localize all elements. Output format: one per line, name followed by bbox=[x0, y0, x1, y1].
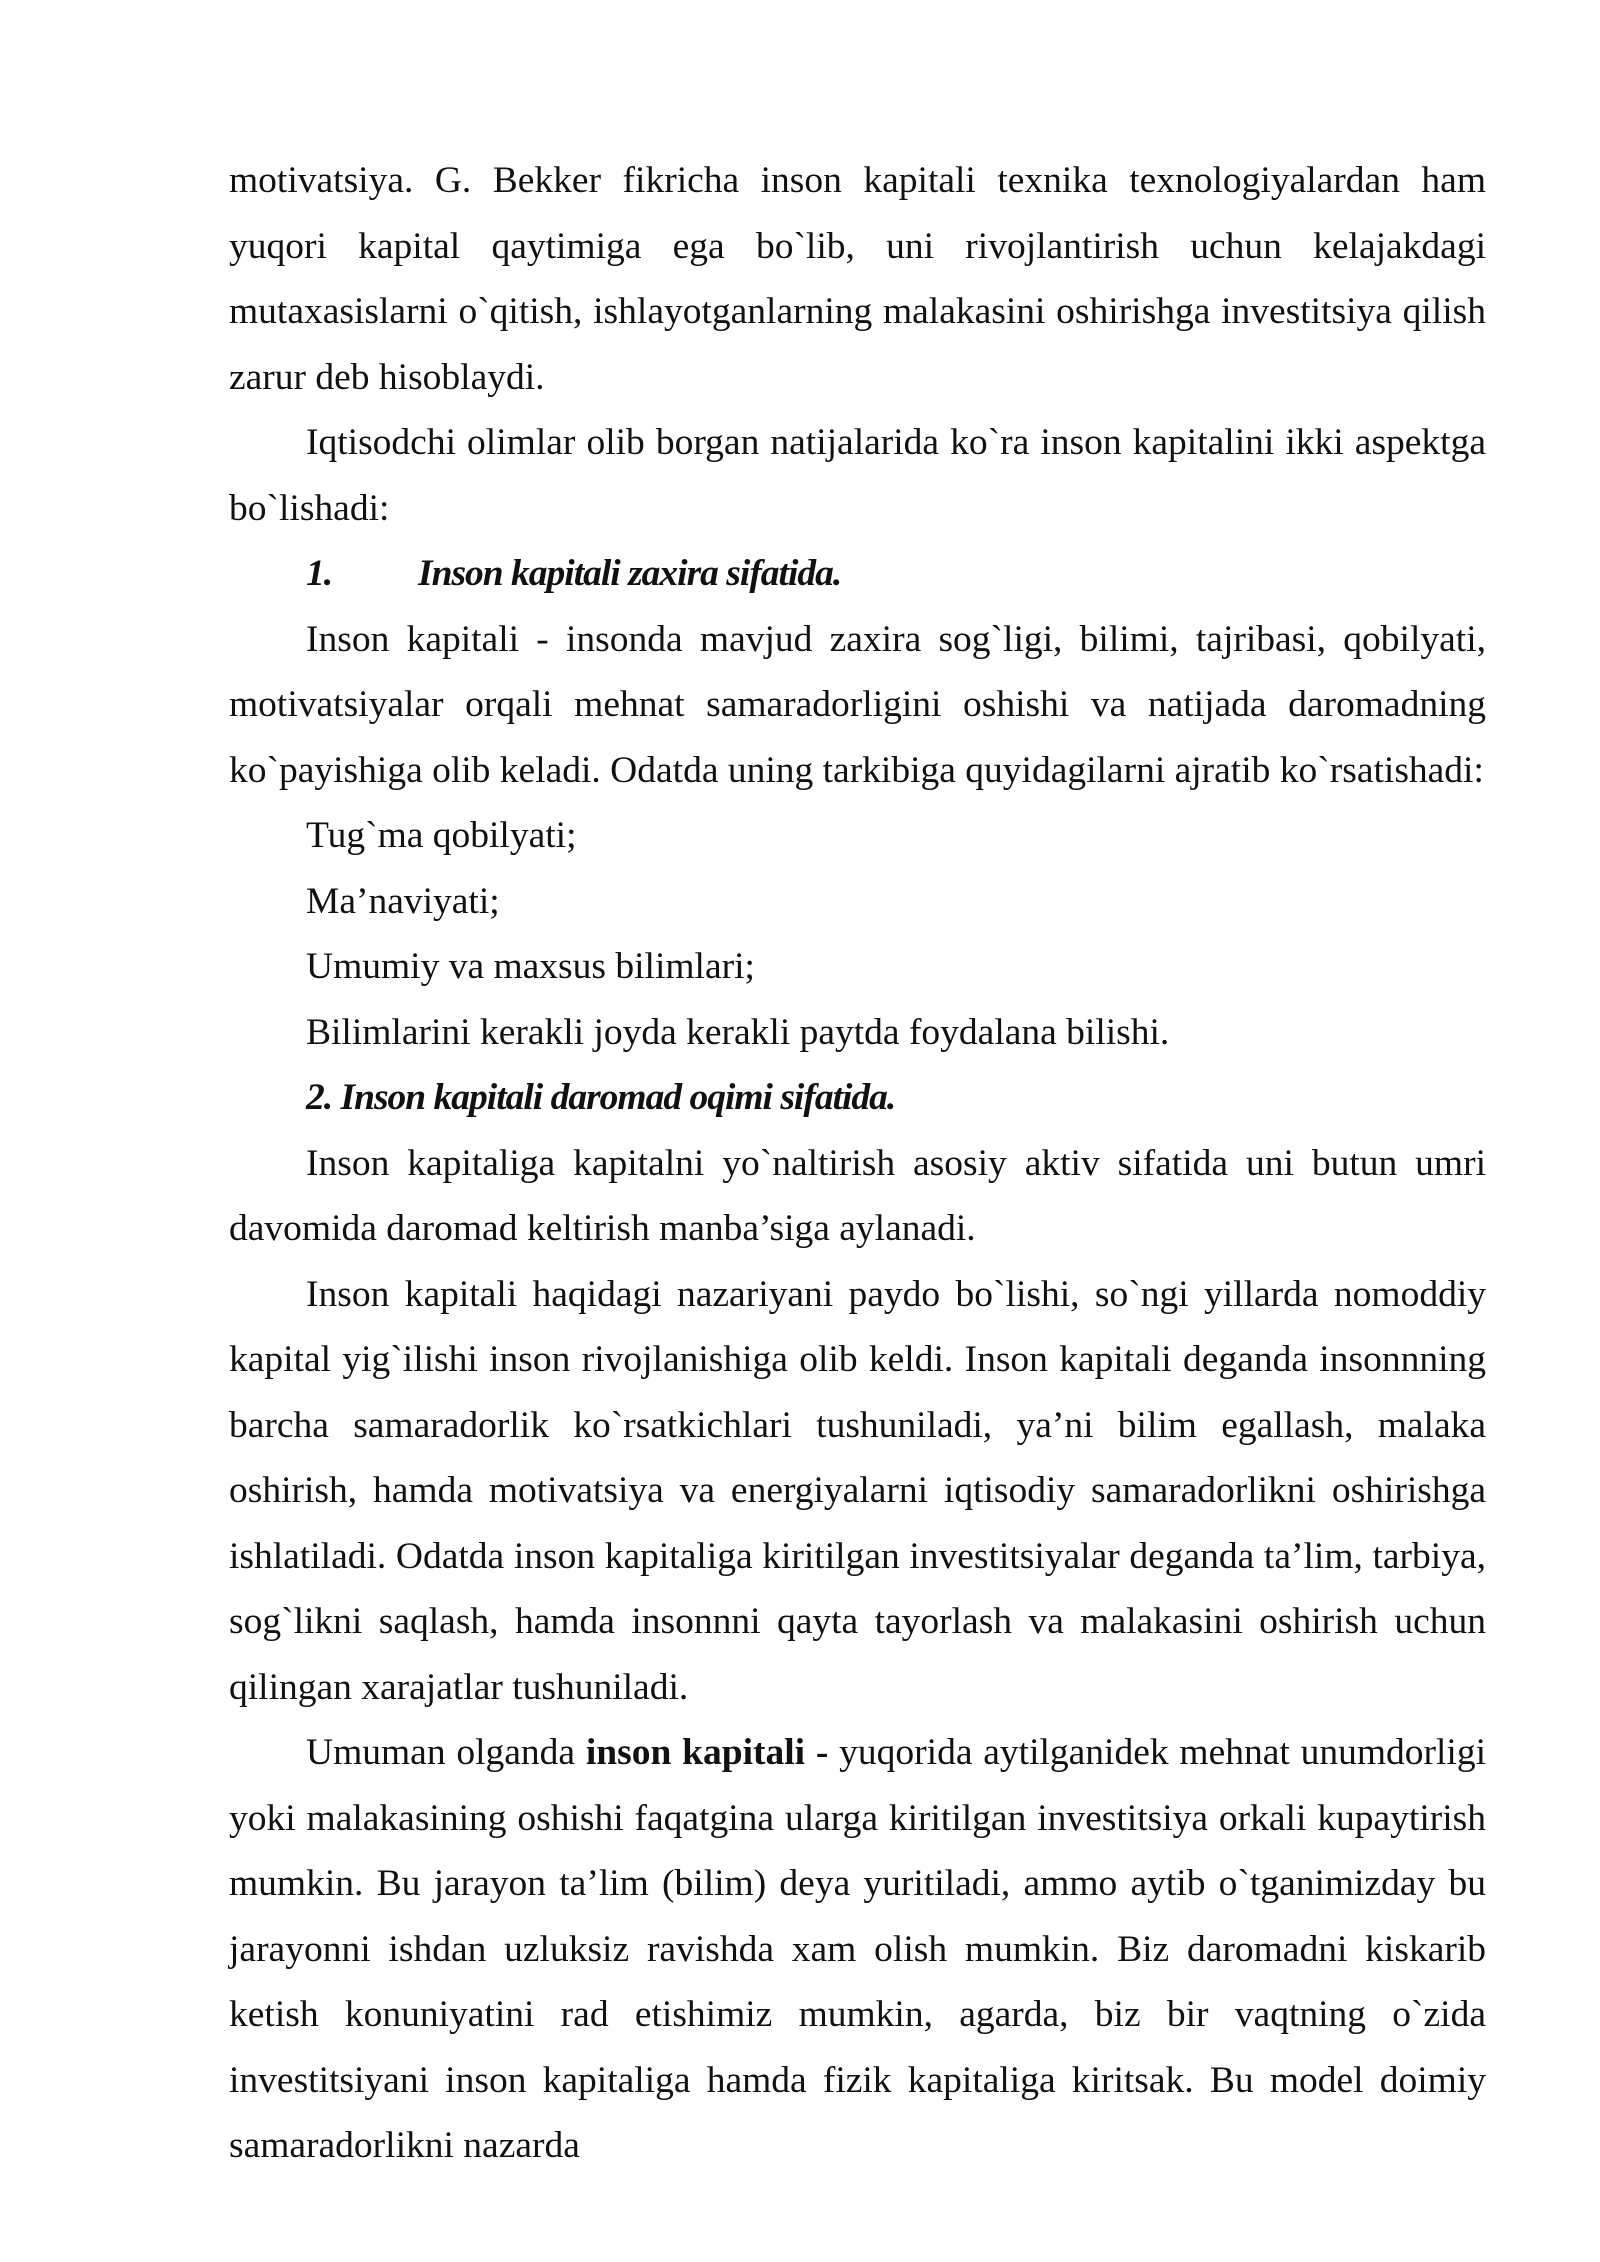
heading-1-number: 1. bbox=[306, 553, 333, 594]
paragraph-6-bold-term: inson kapitali - bbox=[585, 1732, 829, 1773]
document-page bbox=[229, 148, 1486, 2179]
paragraph-2: Iqtisodchi olimlar olib borgan natijalarida ko`ra inson kapitalini ikki aspektga bo`lishadi: bbox=[229, 422, 1486, 529]
heading-1 bbox=[229, 541, 1486, 607]
list-item: Umumiy va maxsus bilimlari; bbox=[306, 946, 755, 987]
paragraph-5: Inson kapitali haqidagi nazariyani paydo bo`lishi, so`ngi yillarda nomoddiy kapital yig`ilishi inson rivojlanishiga olib keldi. Inson kapitali deganda insonnning barcha samaradorlik ko`rsatkichlari tushuniladi, ya’ni bilim egallash, malaka oshirish, hamda motivatsiya va energiyalarni iqtisodiy samaradorlikni oshirishga ishlatiladi. Odatda inson kapitaliga kiritilgan investitsiyalar deganda ta’lim, tarbiya, sog`likni saqlash, hamda insonnni qayta tayorlash va malakasini oshirish uchun qilingan xarajatlar tushuniladi. bbox=[229, 1273, 1486, 1708]
list-item: Tug`ma qobilyati; bbox=[306, 815, 577, 856]
paragraph-1: motivatsiya. G. Bekker fikricha inson kapitali texnika texnologiyalardan ham yuqori kapital qaytimiga ega bo`lib, uni rivojlantirish uchun kelajakdagi mutaxasislarni o`qitish, ishlayotganlarning malakasini oshirishga investitsiya qilish zarur deb hisoblaydi. bbox=[229, 160, 1486, 398]
heading-2: 2. Inson kapitali daromad oqimi sifatida. bbox=[306, 1077, 896, 1118]
paragraph-6 bbox=[229, 1720, 1486, 2179]
paragraph-6-start: Umuman olganda bbox=[306, 1732, 586, 1773]
heading-1-text: Inson kapitali zaxira sifatida. bbox=[418, 553, 842, 594]
paragraph-3: Inson kapitali - insonda mavjud zaxira sog`ligi, bilimi, tajribasi, qobilyati, motivatsiyalar orqali mehnat samaradorligini oshishi va natijada daromadning ko`payishiga olib keladi. Odatda uning tarkibiga quyidagilarni ajratib ko`rsatishadi: bbox=[229, 618, 1486, 791]
list-item: Bilimlarini kerakli joyda kerakli paytda foydalana bilishi. bbox=[306, 1011, 1170, 1053]
paragraph-6-rest: yuqorida aytilganidek mehnat unumdorligi yoki malakasining oshishi faqatgina ularga kiritilgan investitsiya orkali kupaytirish mumkin. Bu jarayon ta’lim (bilim) deya yuritiladi, ammo aytib o`tganimizday bu jarayonni ishdan uzluksiz ravishda xam olish mumkin. Biz daromadni kiskarib ketish konuniyatini rad etishimiz mumkin, agarda, biz bir vaqtning o`zida investitsiyani inson kapitaliga hamda fizik kapitaliga kiritsak. Bu model doimiy samaradorlikni nazarda bbox=[229, 1732, 1486, 2166]
paragraph-4: Inson kapitaliga kapitalni yo`naltirish asosiy aktiv sifatida uni butun umri davomida daromad keltirish manba’siga aylanadi. bbox=[229, 1142, 1486, 1249]
list-item: Ma’naviyati; bbox=[306, 880, 500, 922]
